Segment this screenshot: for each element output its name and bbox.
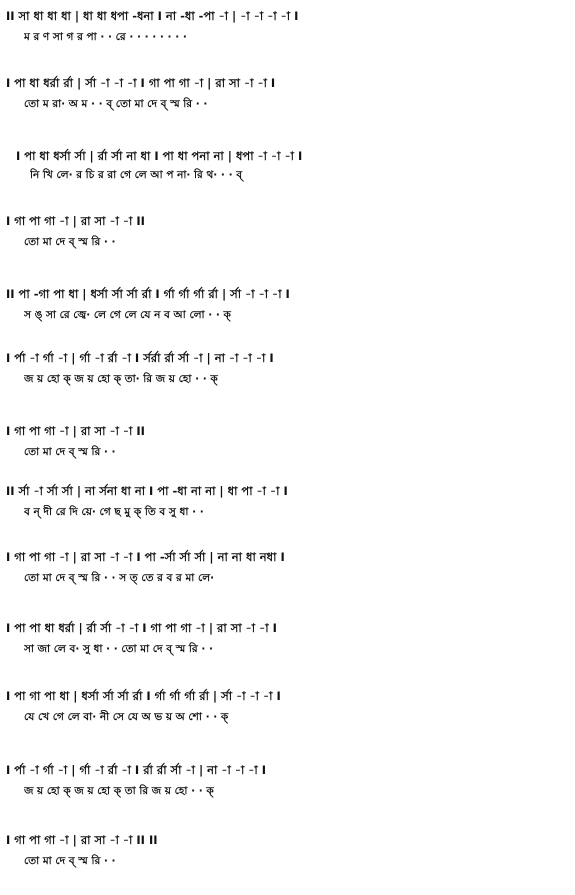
lyric-line: স ঙ্ সা রে জ্বে· লে গে লে যে ন ব আ লো · · ক্ — [24, 309, 231, 321]
lyric-line: যে খে গে লে বা· নী সে যে অ ভ য় অ শো · · ক্ — [24, 711, 229, 723]
lyric-line: ব ন্ দী রে দি য়ে· গে ছ মু ক্ তি ব সু ধা · · — [24, 506, 204, 518]
lyric-line: জ য় হো ক্ জ য় হো ক্ তা রি জ য় হো · · ক্ — [24, 785, 214, 797]
notation-line: II র্সা -া র্সা র্সা | না র্সনা ধা না I পা -ধা না না | ধা পা -া -া I — [6, 484, 288, 498]
notation-line: I গা পা গা -া | রা সা -া -া I পা -র্সা র্সা র্সা | না না ধা নধা I — [6, 550, 285, 564]
notation-line: I গা পা গা -া | রা সা -া -া II — [6, 214, 145, 228]
notation-line: I পা ধা ধর্সা র্সা | র্রা র্সা না ধা I পা ধা পনা না | ধপা -া -া -া I — [16, 149, 303, 163]
lyric-line: তো মা দে ব্ স্ম রি · · স ত্ তে র ব র মা লে· — [24, 572, 215, 584]
lyric-line: তো মা দে ব্ স্ম রি · · — [24, 855, 116, 867]
lyric-line: জ য় হো ক্ জ য় হো ক্ তা· রি জ য় হো · · ক্ — [24, 373, 218, 385]
lyric-line: তো ম রা· অ ম · · ব্ তো মা দে ব্ স্ম রি · · — [24, 98, 208, 110]
notation-line: I গা পা গা -া | রা সা -া -া II — [6, 424, 145, 438]
notation-line: II সা ধা ধা ধা | ধা ধা ধপা -ধনা I না -ধা -পা -া | -া -া -া -া I — [6, 9, 299, 23]
lyric-line: তো মা দে ব্ স্ম রি · · — [24, 236, 116, 248]
lyric-line: সা জা লে ব· সু ধা · · তো মা দে ব্ স্ম রি · · — [24, 643, 213, 655]
lyric-line: তো মা দে ব্ স্ম রি · · — [24, 446, 116, 458]
notation-line: I পা পা ধা ধর্রা | র্রা র্সা -া -া I গা পা গা -া | রা সা -া -া I — [6, 621, 277, 635]
lyric-line: নি খি লে· র চি র রা গে লে আ প না· রি থ· · · ব্ — [30, 169, 243, 181]
notation-line: II পা -গা পা ধা | ধর্সা র্সা র্সা র্রা I র্গা র্গা র্গা র্রা | র্সা -া -া -া I — [6, 287, 290, 301]
lyric-line: ম র ণ সা গ র পা · · রে · · · · · · · · — [24, 31, 187, 43]
notation-line: I র্পা -া র্গা -া | র্গা -া র্রা -া I র্রা র্রা র্সা -া | না -া -া -া I — [6, 763, 267, 777]
notation-line: I র্পা -া র্গা -া | র্গা -া র্রা -া I র্সর্রা র্রা র্সা -া | না -া -া -া I — [6, 351, 274, 365]
notation-line: I গা পা গা -া | রা সা -া -া II II — [6, 833, 158, 847]
notation-line: I পা ধা ধর্রা র্রা | র্সা -া -া -া I গা পা গা -া | রা সা -া -া I — [6, 76, 276, 90]
notation-line: I পা গা পা ধা | ধর্সা র্সা র্সা র্রা I র্গা র্গা র্গা র্রা | র্সা -া -া -া I — [6, 689, 281, 703]
